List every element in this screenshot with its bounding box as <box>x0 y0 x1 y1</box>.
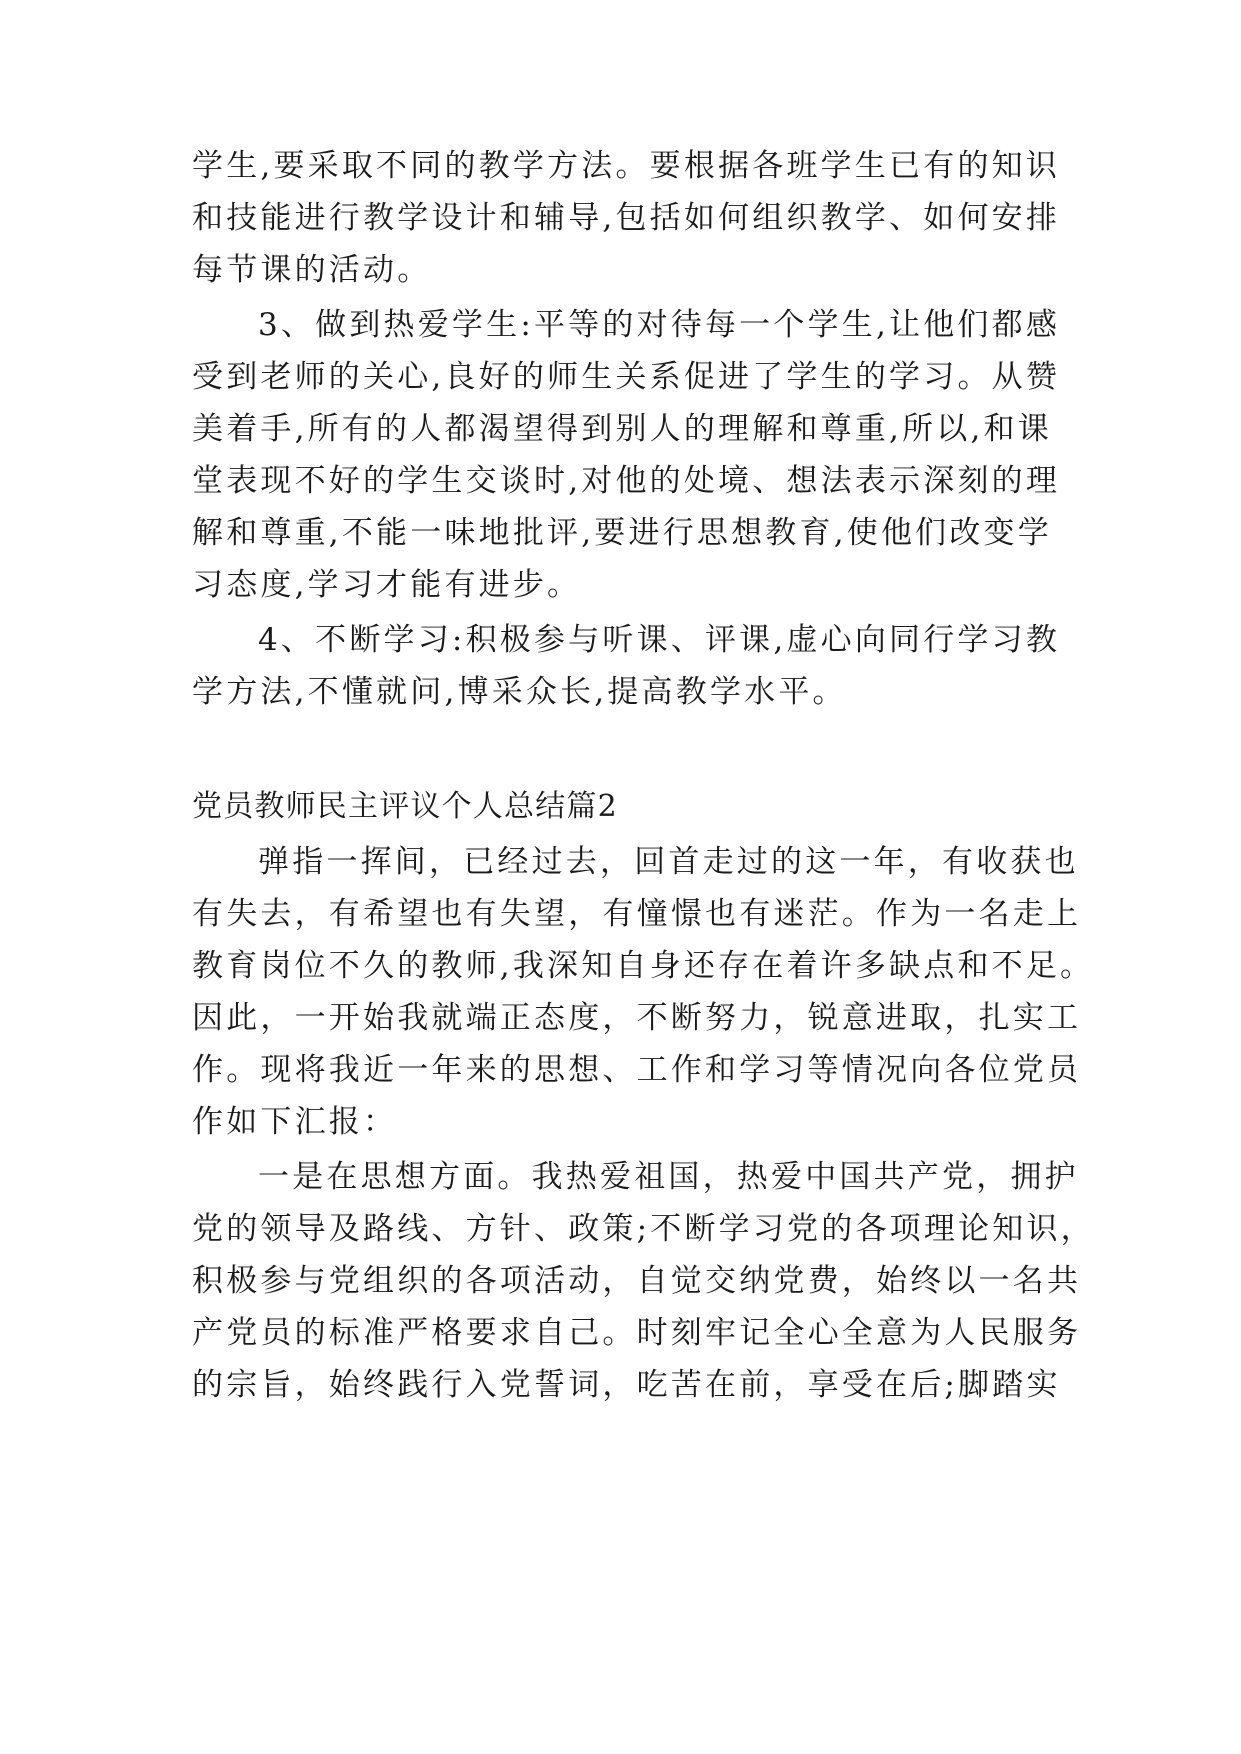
paragraph-line: 作如下汇报： <box>192 1104 398 1140</box>
paragraph-line: 习态度,学习才能有进步。 <box>192 567 582 603</box>
paragraph-line: 积极参与党组织的各项活动，自觉交纳党费，始终以一名共 <box>192 1263 1082 1299</box>
paragraph-line: 因此，一开始我就端正态度，不断努力，锐意进取，扎实工 <box>192 1000 1082 1036</box>
paragraph-line: 堂表现不好的学生交谈时,对他的处境、想法表示深刻的理 <box>192 463 1061 499</box>
paragraph-line: 产党员的标准严格要求自己。时刻牢记全心全意为人民服务 <box>192 1315 1082 1351</box>
paragraph-line: 的宗旨，始终践行入党誓词，吃苦在前，享受在后;脚踏实 <box>192 1367 1061 1403</box>
paragraph-line: 受到老师的关心,良好的师生关系促进了学生的学习。从赞 <box>192 359 1061 395</box>
paragraph-line: 学生,要采取不同的教学方法。要根据各班学生已有的知识 <box>192 148 1061 184</box>
paragraph-line: 有失去，有希望也有失望，有憧憬也有迷茫。作为一名走上 <box>192 896 1082 932</box>
paragraph-line: 一是在思想方面。我热爱祖国，热爱中国共产党，拥护 <box>258 1159 1079 1195</box>
paragraph-line: 弹指一挥间，已经过去，回首走过的这一年，有收获也 <box>258 844 1079 880</box>
list-item-4: 4、不断学习:积极参与听课、评课,虚心向同行学习教 <box>258 622 1061 658</box>
section-heading: 党员教师民主评议个人总结篇2 <box>192 789 618 824</box>
paragraph-line: 美着手,所有的人都渴望得到别人的理解和尊重,所以,和课 <box>192 411 1052 447</box>
paragraph-line: 解和尊重,不能一味地批评,要进行思想教育,使他们改变学 <box>192 515 1052 551</box>
paragraph-line: 学方法,不懂就问,博采众长,提高教学水平。 <box>192 674 847 710</box>
paragraph-line: 教育岗位不久的教师,我深知自身还存在着许多缺点和不足。 <box>192 948 1095 984</box>
paragraph-line: 每节课的活动。 <box>192 252 432 288</box>
paragraph-line: 作。现将我近一年来的思想、工作和学习等情况向各位党员 <box>192 1052 1082 1088</box>
list-item-3: 3、做到热爱学生:平等的对待每一个学生,让他们都感 <box>258 307 1061 343</box>
paragraph-line: 和技能进行教学设计和辅导,包括如何组织教学、如何安排 <box>192 200 1061 236</box>
paragraph-line: 党的领导及路线、方针、政策;不断学习党的各项理论知识， <box>192 1211 1095 1247</box>
